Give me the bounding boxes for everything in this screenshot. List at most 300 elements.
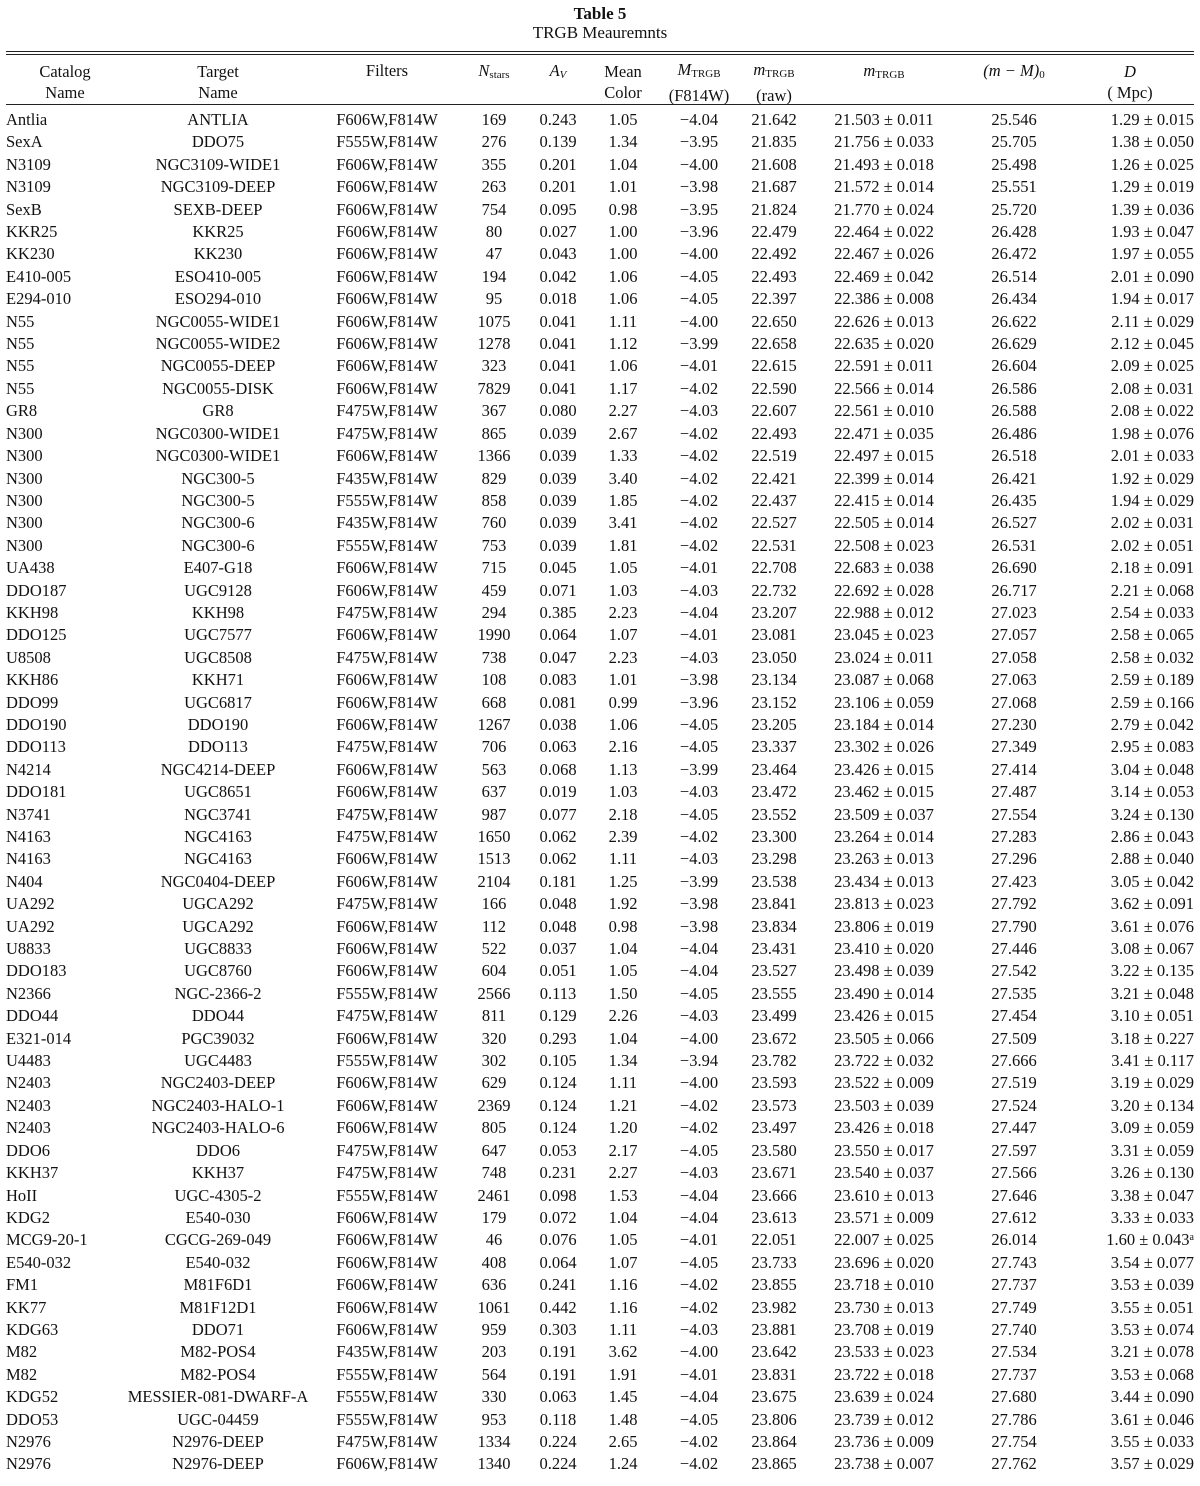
distance-modulus-cell: 27.423 [991, 871, 1037, 891]
nstars-cell: 636 [481, 1275, 507, 1295]
table-row [6, 736, 1194, 758]
nstars-cell: 959 [481, 1319, 507, 1339]
nstars-cell: 7829 [477, 378, 511, 398]
mtrgb-raw-cell: 22.397 [751, 289, 797, 309]
catalog-name-cell: KKH37 [6, 1163, 59, 1183]
mtrgb-cell: 23.505 ± 0.066 [834, 1028, 934, 1048]
mtrgb-raw-cell: 23.855 [751, 1275, 797, 1295]
table-row [6, 1050, 1194, 1072]
filters-cell: F606W,F814W [336, 558, 438, 578]
mean-color-cell: 2.18 [608, 804, 638, 824]
mtrgb-abs-cell: −4.02 [679, 827, 719, 846]
table-row [6, 333, 1194, 355]
mtrgb-cell: 23.533 ± 0.023 [834, 1342, 934, 1362]
av-cell: 0.041 [539, 311, 577, 331]
distance-cell: 1.29 ± 0.015 [1110, 110, 1194, 129]
distance-modulus-cell: 27.534 [991, 1342, 1037, 1362]
table-row [6, 1140, 1194, 1162]
av-cell: 0.047 [539, 647, 577, 667]
nstars-cell: 805 [481, 1118, 507, 1138]
av-cell: 0.124 [539, 1118, 577, 1138]
catalog-name-cell: UA438 [6, 558, 55, 578]
mtrgb-cell: 23.024 ± 0.011 [834, 647, 934, 667]
av-cell: 0.241 [539, 1275, 577, 1295]
mtrgb-raw-cell: 22.051 [751, 1230, 797, 1250]
table-row [6, 1005, 1194, 1027]
mtrgb-raw-cell: 23.134 [751, 670, 797, 690]
table-row [6, 1319, 1194, 1341]
distance-modulus-cell: 27.737 [991, 1275, 1037, 1295]
mtrgb-raw-cell: 22.527 [751, 513, 797, 533]
table-row [6, 759, 1194, 781]
mtrgb-abs-cell: −3.95 [679, 132, 719, 152]
filters-cell: F606W,F814W [336, 1230, 438, 1250]
mtrgb-raw-cell: 22.421 [751, 468, 797, 488]
mtrgb-cell: 23.718 ± 0.010 [834, 1275, 934, 1295]
distance-cell: 3.54 ± 0.077 [1110, 1252, 1194, 1272]
mtrgb-raw-cell: 23.806 [751, 1409, 797, 1429]
filters-cell: F475W,F814W [336, 1006, 438, 1026]
distance-cell: 3.38 ± 0.047 [1110, 1185, 1194, 1205]
nstars-cell: 811 [481, 1006, 507, 1026]
catalog-name-cell: N55 [6, 334, 35, 354]
catalog-name-cell: E540-032 [6, 1252, 72, 1272]
mtrgb-abs-cell: −4.04 [679, 602, 719, 622]
nstars-cell: 320 [481, 1028, 507, 1048]
mean-color-cell: 2.23 [608, 647, 638, 667]
av-cell: 0.191 [539, 1364, 577, 1384]
av-cell: 0.113 [539, 983, 577, 1003]
distance-cell: 1.26 ± 0.025 [1110, 154, 1194, 174]
mtrgb-cell: 22.399 ± 0.014 [834, 468, 934, 488]
mean-color-cell: 1.48 [608, 1409, 638, 1429]
distance-modulus-cell: 27.566 [991, 1163, 1037, 1183]
mtrgb-raw-cell: 22.658 [751, 334, 797, 354]
mean-color-cell: 2.27 [608, 1163, 638, 1183]
distance-cell: 3.61 ± 0.076 [1110, 916, 1194, 936]
mtrgb-abs-cell: −4.01 [679, 1230, 719, 1250]
filters-cell: F606W,F814W [336, 1454, 438, 1474]
distance-modulus-cell: 27.737 [991, 1364, 1037, 1384]
catalog-name-cell: DDO53 [6, 1409, 59, 1429]
distance-modulus-cell: 26.421 [991, 468, 1037, 488]
target-name-cell: DDO6 [196, 1140, 240, 1160]
av-cell: 0.191 [539, 1342, 577, 1362]
filters-cell: F606W,F814W [336, 1252, 438, 1272]
mean-color-cell: 1.13 [608, 759, 638, 779]
distance-cell: 1.94 ± 0.029 [1110, 490, 1194, 510]
target-name-cell: UGC6817 [184, 692, 252, 712]
distance-cell: 2.79 ± 0.042 [1110, 714, 1194, 734]
mtrgb-raw-cell: 23.300 [751, 827, 797, 846]
mtrgb-raw-cell: 23.841 [751, 894, 797, 914]
catalog-name-cell: DDO187 [6, 580, 67, 600]
mtrgb-abs-cell: −4.00 [679, 311, 719, 331]
mtrgb-abs-cell: −4.03 [679, 647, 719, 667]
table-subtitle: TRGB Meauremnts [532, 23, 668, 42]
distance-cell: 3.41 ± 0.117 [1111, 1051, 1194, 1071]
catalog-name-cell: N55 [6, 356, 35, 376]
mtrgb-raw-cell: 23.499 [751, 1006, 797, 1026]
mtrgb-raw-cell: 23.666 [751, 1185, 797, 1205]
distance-cell: 1.29 ± 0.019 [1110, 177, 1194, 197]
mtrgb-raw-cell: 21.835 [751, 132, 797, 152]
mean-color-cell: 1.01 [608, 670, 638, 690]
mtrgb-cell: 22.561 ± 0.010 [834, 401, 934, 421]
nstars-cell: 647 [481, 1140, 507, 1160]
distance-modulus-cell: 27.535 [991, 983, 1037, 1003]
nstars-cell: 760 [481, 513, 507, 533]
mtrgb-raw-cell: 23.671 [751, 1163, 797, 1183]
mtrgb-raw-cell: 22.650 [751, 311, 797, 331]
catalog-name-cell: N300 [6, 423, 43, 443]
target-name-cell: N2976-DEEP [172, 1431, 264, 1451]
mtrgb-abs-cell: −3.99 [679, 334, 719, 354]
nstars-cell: 953 [481, 1409, 507, 1429]
target-name-cell: E540-030 [185, 1207, 251, 1227]
catalog-name-cell: GR8 [6, 401, 38, 421]
target-name-cell: DDO44 [191, 1006, 245, 1026]
table-row [6, 1297, 1194, 1319]
filters-cell: F606W,F814W [336, 266, 438, 286]
mtrgb-abs-cell: −3.99 [679, 759, 719, 779]
mtrgb-abs-cell: −4.04 [679, 1387, 719, 1407]
distance-cell: 3.19 ± 0.029 [1110, 1073, 1194, 1093]
mtrgb-cell: 23.722 ± 0.018 [834, 1364, 934, 1384]
av-cell: 0.303 [539, 1319, 577, 1339]
target-name-cell: ESO410-005 [174, 266, 262, 286]
target-name-cell: UGC4483 [184, 1051, 252, 1071]
table-row [6, 243, 1194, 265]
header-mtrgb-raw: mTRGB (raw) [753, 59, 795, 105]
mtrgb-abs-cell: −3.94 [679, 1051, 719, 1071]
mtrgb-cell: 21.493 ± 0.018 [834, 154, 934, 174]
target-name-cell: E540-032 [185, 1252, 251, 1272]
nstars-cell: 1334 [477, 1431, 511, 1451]
table-row [6, 1364, 1194, 1386]
mean-color-cell: 1.11 [608, 1319, 638, 1339]
mean-color-cell: 1.16 [608, 1275, 638, 1295]
mtrgb-cell: 23.738 ± 0.007 [834, 1454, 934, 1474]
table-row [6, 848, 1194, 870]
mtrgb-raw-cell: 22.479 [751, 222, 797, 242]
filters-cell: F606W,F814W [336, 1207, 438, 1227]
mtrgb-abs-cell: −4.04 [679, 1207, 719, 1227]
nstars-cell: 738 [481, 647, 507, 667]
catalog-name-cell: MCG9-20-1 [6, 1230, 88, 1250]
mtrgb-abs-cell: −4.02 [679, 1095, 719, 1115]
filters-cell: F555W,F814W [336, 490, 438, 510]
filters-cell: F475W,F814W [336, 1163, 438, 1183]
table-row [6, 1028, 1194, 1050]
target-name-cell: NGC300-5 [181, 490, 255, 510]
table-row [6, 1274, 1194, 1296]
av-cell: 0.064 [539, 625, 577, 645]
mean-color-cell: 1.07 [608, 1252, 638, 1272]
mtrgb-cell: 23.571 ± 0.009 [834, 1207, 934, 1227]
table-row [6, 1207, 1194, 1229]
mtrgb-raw-cell: 23.207 [751, 602, 797, 622]
table-row [6, 1409, 1194, 1431]
nstars-cell: 47 [485, 244, 503, 264]
catalog-name-cell: N2403 [6, 1118, 51, 1138]
mtrgb-abs-cell: −4.02 [679, 1118, 719, 1138]
filters-cell: F606W,F814W [336, 1275, 438, 1295]
catalog-name-cell: KDG63 [6, 1319, 59, 1339]
catalog-name-cell: N2403 [6, 1095, 51, 1115]
mtrgb-cell: 22.508 ± 0.023 [834, 535, 934, 555]
mtrgb-abs-cell: −4.05 [679, 737, 719, 757]
catalog-name-cell: U4483 [6, 1051, 51, 1071]
distance-cell: 3.53 ± 0.068 [1110, 1364, 1194, 1384]
mtrgb-raw-cell: 22.607 [751, 401, 797, 421]
distance-cell: 3.22 ± 0.135 [1110, 961, 1194, 981]
table-row [6, 468, 1194, 490]
av-cell: 0.181 [539, 871, 577, 891]
filters-cell: F606W,F814W [336, 692, 438, 712]
mtrgb-raw-cell: 23.552 [751, 804, 797, 824]
distance-cell: 1.60 ± 0.043$^a$ [1106, 1230, 1194, 1250]
mtrgb-raw-cell: 23.733 [751, 1252, 797, 1272]
av-cell: 0.039 [539, 446, 577, 466]
mean-color-cell: 1.03 [608, 782, 638, 802]
table-row [6, 490, 1194, 512]
mtrgb-raw-cell: 23.538 [751, 871, 797, 891]
nstars-cell: 179 [481, 1207, 507, 1227]
nstars-cell: 858 [481, 490, 507, 510]
catalog-name-cell: UA292 [6, 916, 55, 936]
mean-color-cell: 1.85 [608, 490, 638, 510]
distance-cell: 2.54 ± 0.033 [1110, 602, 1194, 622]
av-cell: 0.083 [539, 670, 577, 690]
distance-cell: 3.04 ± 0.048 [1110, 759, 1194, 779]
mean-color-cell: 1.01 [608, 177, 638, 197]
mtrgb-abs-cell: −3.98 [679, 670, 719, 690]
distance-cell: 2.59 ± 0.166 [1110, 692, 1194, 712]
distance-cell: 1.94 ± 0.017 [1110, 289, 1194, 309]
header-target-name: Target Name [197, 62, 239, 102]
mean-color-cell: 0.99 [608, 692, 638, 712]
filters-cell: F555W,F814W [336, 132, 438, 152]
distance-cell: 2.58 ± 0.065 [1110, 625, 1194, 645]
av-cell: 0.095 [539, 199, 577, 219]
table-row [6, 938, 1194, 960]
mtrgb-abs-cell: −4.02 [679, 446, 719, 466]
mtrgb-abs-cell: −4.03 [679, 849, 719, 869]
mtrgb-abs-cell: −4.00 [679, 1342, 719, 1362]
mtrgb-cell: 23.696 ± 0.020 [834, 1252, 934, 1272]
mean-color-cell: 1.04 [608, 1207, 638, 1227]
target-name-cell: NGC3109-DEEP [160, 177, 276, 197]
filters-cell: F606W,F814W [336, 1028, 438, 1048]
mtrgb-cell: 23.302 ± 0.026 [834, 737, 934, 757]
distance-modulus-cell: 26.629 [991, 334, 1037, 354]
catalog-name-cell: KK230 [6, 244, 55, 264]
distance-modulus-cell: 27.283 [991, 827, 1037, 846]
distance-modulus-cell: 27.519 [991, 1073, 1037, 1093]
target-name-cell: NGC2403-HALO-6 [151, 1118, 285, 1138]
av-cell: 0.231 [539, 1163, 577, 1183]
table-row [6, 804, 1194, 826]
catalog-name-cell: FM1 [6, 1275, 39, 1295]
target-name-cell: NGC0055-WIDE1 [155, 311, 281, 331]
distance-cell: 2.21 ± 0.068 [1110, 580, 1194, 600]
av-cell: 0.098 [539, 1185, 577, 1205]
mean-color-cell: 0.98 [608, 199, 638, 219]
mtrgb-cell: 23.263 ± 0.013 [834, 849, 934, 869]
filters-cell: F606W,F814W [336, 849, 438, 869]
table-row [6, 826, 1194, 848]
nstars-cell: 323 [481, 356, 507, 376]
nstars-cell: 1278 [477, 334, 511, 354]
table-row [6, 535, 1194, 557]
nstars-cell: 753 [481, 535, 507, 555]
mtrgb-raw-cell: 23.081 [751, 625, 797, 645]
distance-cell: 3.62 ± 0.091 [1110, 894, 1194, 914]
mtrgb-abs-cell: −4.02 [679, 490, 719, 510]
target-name-cell: UGC8833 [184, 939, 252, 959]
mtrgb-raw-cell: 23.472 [751, 782, 797, 802]
mean-color-cell: 1.06 [608, 289, 638, 309]
distance-cell: 3.08 ± 0.067 [1110, 939, 1194, 959]
filters-cell: F475W,F814W [336, 647, 438, 667]
target-name-cell: CGCG-269-049 [164, 1230, 272, 1250]
distance-modulus-cell: 25.551 [991, 177, 1037, 197]
target-name-cell: NGC0055-WIDE2 [155, 334, 281, 354]
distance-cell: 3.55 ± 0.051 [1110, 1297, 1194, 1317]
mtrgb-raw-cell: 23.431 [751, 939, 797, 959]
mean-color-cell: 2.23 [608, 602, 638, 622]
av-cell: 0.041 [539, 334, 577, 354]
nstars-cell: 1061 [477, 1297, 511, 1317]
distance-modulus-cell: 27.786 [991, 1409, 1037, 1429]
nstars-cell: 748 [481, 1163, 507, 1183]
table-row [6, 266, 1194, 288]
distance-cell: 2.08 ± 0.022 [1110, 401, 1194, 421]
header-row [6, 58, 1194, 106]
header-mtrgb: mTRGB [863, 61, 905, 81]
target-name-cell: KKH37 [191, 1163, 245, 1183]
mean-color-cell: 1.12 [608, 334, 638, 354]
distance-cell: 3.53 ± 0.074 [1110, 1319, 1194, 1339]
distance-cell: 2.88 ± 0.040 [1110, 849, 1194, 869]
mtrgb-abs-cell: −4.02 [679, 1454, 719, 1474]
av-cell: 0.062 [539, 827, 577, 846]
filters-cell: F555W,F814W [336, 1051, 438, 1071]
distance-cell: 2.09 ± 0.025 [1110, 356, 1194, 376]
filters-cell: F606W,F814W [336, 1095, 438, 1115]
av-cell: 0.068 [539, 759, 577, 779]
mean-color-cell: 1.11 [608, 311, 638, 331]
mtrgb-raw-cell: 23.337 [751, 737, 797, 757]
target-name-cell: NGC3109-WIDE1 [155, 154, 281, 174]
distance-cell: 3.05 ± 0.042 [1110, 871, 1194, 891]
distance-cell: 3.31 ± 0.059 [1110, 1140, 1194, 1160]
mtrgb-raw-cell: 23.573 [751, 1095, 797, 1115]
av-cell: 0.042 [539, 266, 577, 286]
target-name-cell: NGC0055-DISK [162, 378, 274, 398]
table-row [6, 154, 1194, 176]
mtrgb-cell: 21.770 ± 0.024 [834, 199, 934, 219]
mtrgb-raw-cell: 21.824 [751, 199, 797, 219]
target-name-cell: DDO113 [188, 737, 248, 757]
mtrgb-cell: 23.639 ± 0.024 [834, 1387, 934, 1407]
av-cell: 0.063 [539, 1387, 577, 1407]
mtrgb-cell: 23.739 ± 0.012 [834, 1409, 934, 1429]
av-cell: 0.064 [539, 1252, 577, 1272]
av-cell: 0.019 [539, 782, 577, 802]
nstars-cell: 522 [481, 939, 507, 959]
mtrgb-abs-cell: −4.00 [679, 1073, 719, 1093]
mean-color-cell: 1.16 [608, 1297, 638, 1317]
av-cell: 0.118 [539, 1409, 577, 1429]
mtrgb-abs-cell: −4.04 [679, 939, 719, 959]
mean-color-cell: 1.06 [608, 266, 638, 286]
catalog-name-cell: E294-010 [6, 289, 72, 309]
distance-modulus-cell: 26.717 [991, 580, 1037, 600]
filters-cell: F435W,F814W [336, 1342, 438, 1362]
mtrgb-cell: 22.464 ± 0.022 [834, 222, 934, 242]
target-name-cell: UGCA292 [182, 894, 254, 914]
distance-modulus-cell: 26.435 [991, 490, 1037, 510]
nstars-cell: 629 [481, 1073, 507, 1093]
mtrgb-raw-cell: 23.672 [751, 1028, 797, 1048]
mtrgb-raw-cell: 22.493 [751, 423, 797, 443]
mtrgb-abs-cell: −4.03 [679, 1319, 719, 1339]
target-name-cell: NGC4214-DEEP [160, 759, 276, 779]
table-row [6, 624, 1194, 646]
mean-color-cell: 1.00 [608, 222, 638, 242]
table-row [6, 445, 1194, 467]
mtrgb-cell: 22.692 ± 0.028 [834, 580, 934, 600]
header-distance-modulus: (m − M)0 [983, 61, 1045, 81]
mtrgb-cell: 22.591 ± 0.011 [834, 356, 934, 376]
av-cell: 0.129 [539, 1006, 577, 1026]
mtrgb-cell: 22.988 ± 0.012 [834, 602, 934, 622]
filters-cell: F606W,F814W [336, 154, 438, 174]
catalog-name-cell: N55 [6, 311, 35, 331]
mtrgb-raw-cell: 23.497 [751, 1118, 797, 1138]
nstars-cell: 2104 [477, 871, 511, 891]
mtrgb-abs-cell: −4.04 [679, 110, 719, 129]
mtrgb-cell: 22.635 ± 0.020 [834, 334, 934, 354]
catalog-name-cell: DDO190 [6, 714, 67, 734]
catalog-name-cell: KKR25 [6, 222, 58, 242]
distance-cell: 2.02 ± 0.051 [1110, 535, 1194, 555]
mtrgb-raw-cell: 21.608 [751, 154, 797, 174]
table-row [6, 916, 1194, 938]
catalog-name-cell: N300 [6, 490, 43, 510]
distance-modulus-cell: 26.472 [991, 244, 1037, 264]
mtrgb-cell: 23.426 ± 0.015 [834, 759, 934, 779]
distance-cell: 3.33 ± 0.033 [1110, 1207, 1194, 1227]
mean-color-cell: 1.53 [608, 1185, 638, 1205]
mtrgb-cell: 23.503 ± 0.039 [834, 1095, 934, 1115]
mtrgb-raw-cell: 23.593 [751, 1073, 797, 1093]
target-name-cell: M81F12D1 [179, 1297, 257, 1317]
catalog-name-cell: N300 [6, 468, 43, 488]
mean-color-cell: 1.24 [608, 1454, 638, 1474]
nstars-cell: 95 [485, 289, 503, 309]
mtrgb-abs-cell: −4.02 [679, 513, 719, 533]
mtrgb-raw-cell: 23.527 [751, 961, 797, 981]
filters-cell: F606W,F814W [336, 1297, 438, 1317]
mtrgb-raw-cell: 23.881 [751, 1319, 797, 1339]
mtrgb-raw-cell: 22.615 [751, 356, 797, 376]
mtrgb-cell: 23.462 ± 0.015 [834, 782, 934, 802]
distance-modulus-cell: 27.023 [991, 602, 1037, 622]
distance-modulus-cell: 27.612 [991, 1207, 1037, 1227]
